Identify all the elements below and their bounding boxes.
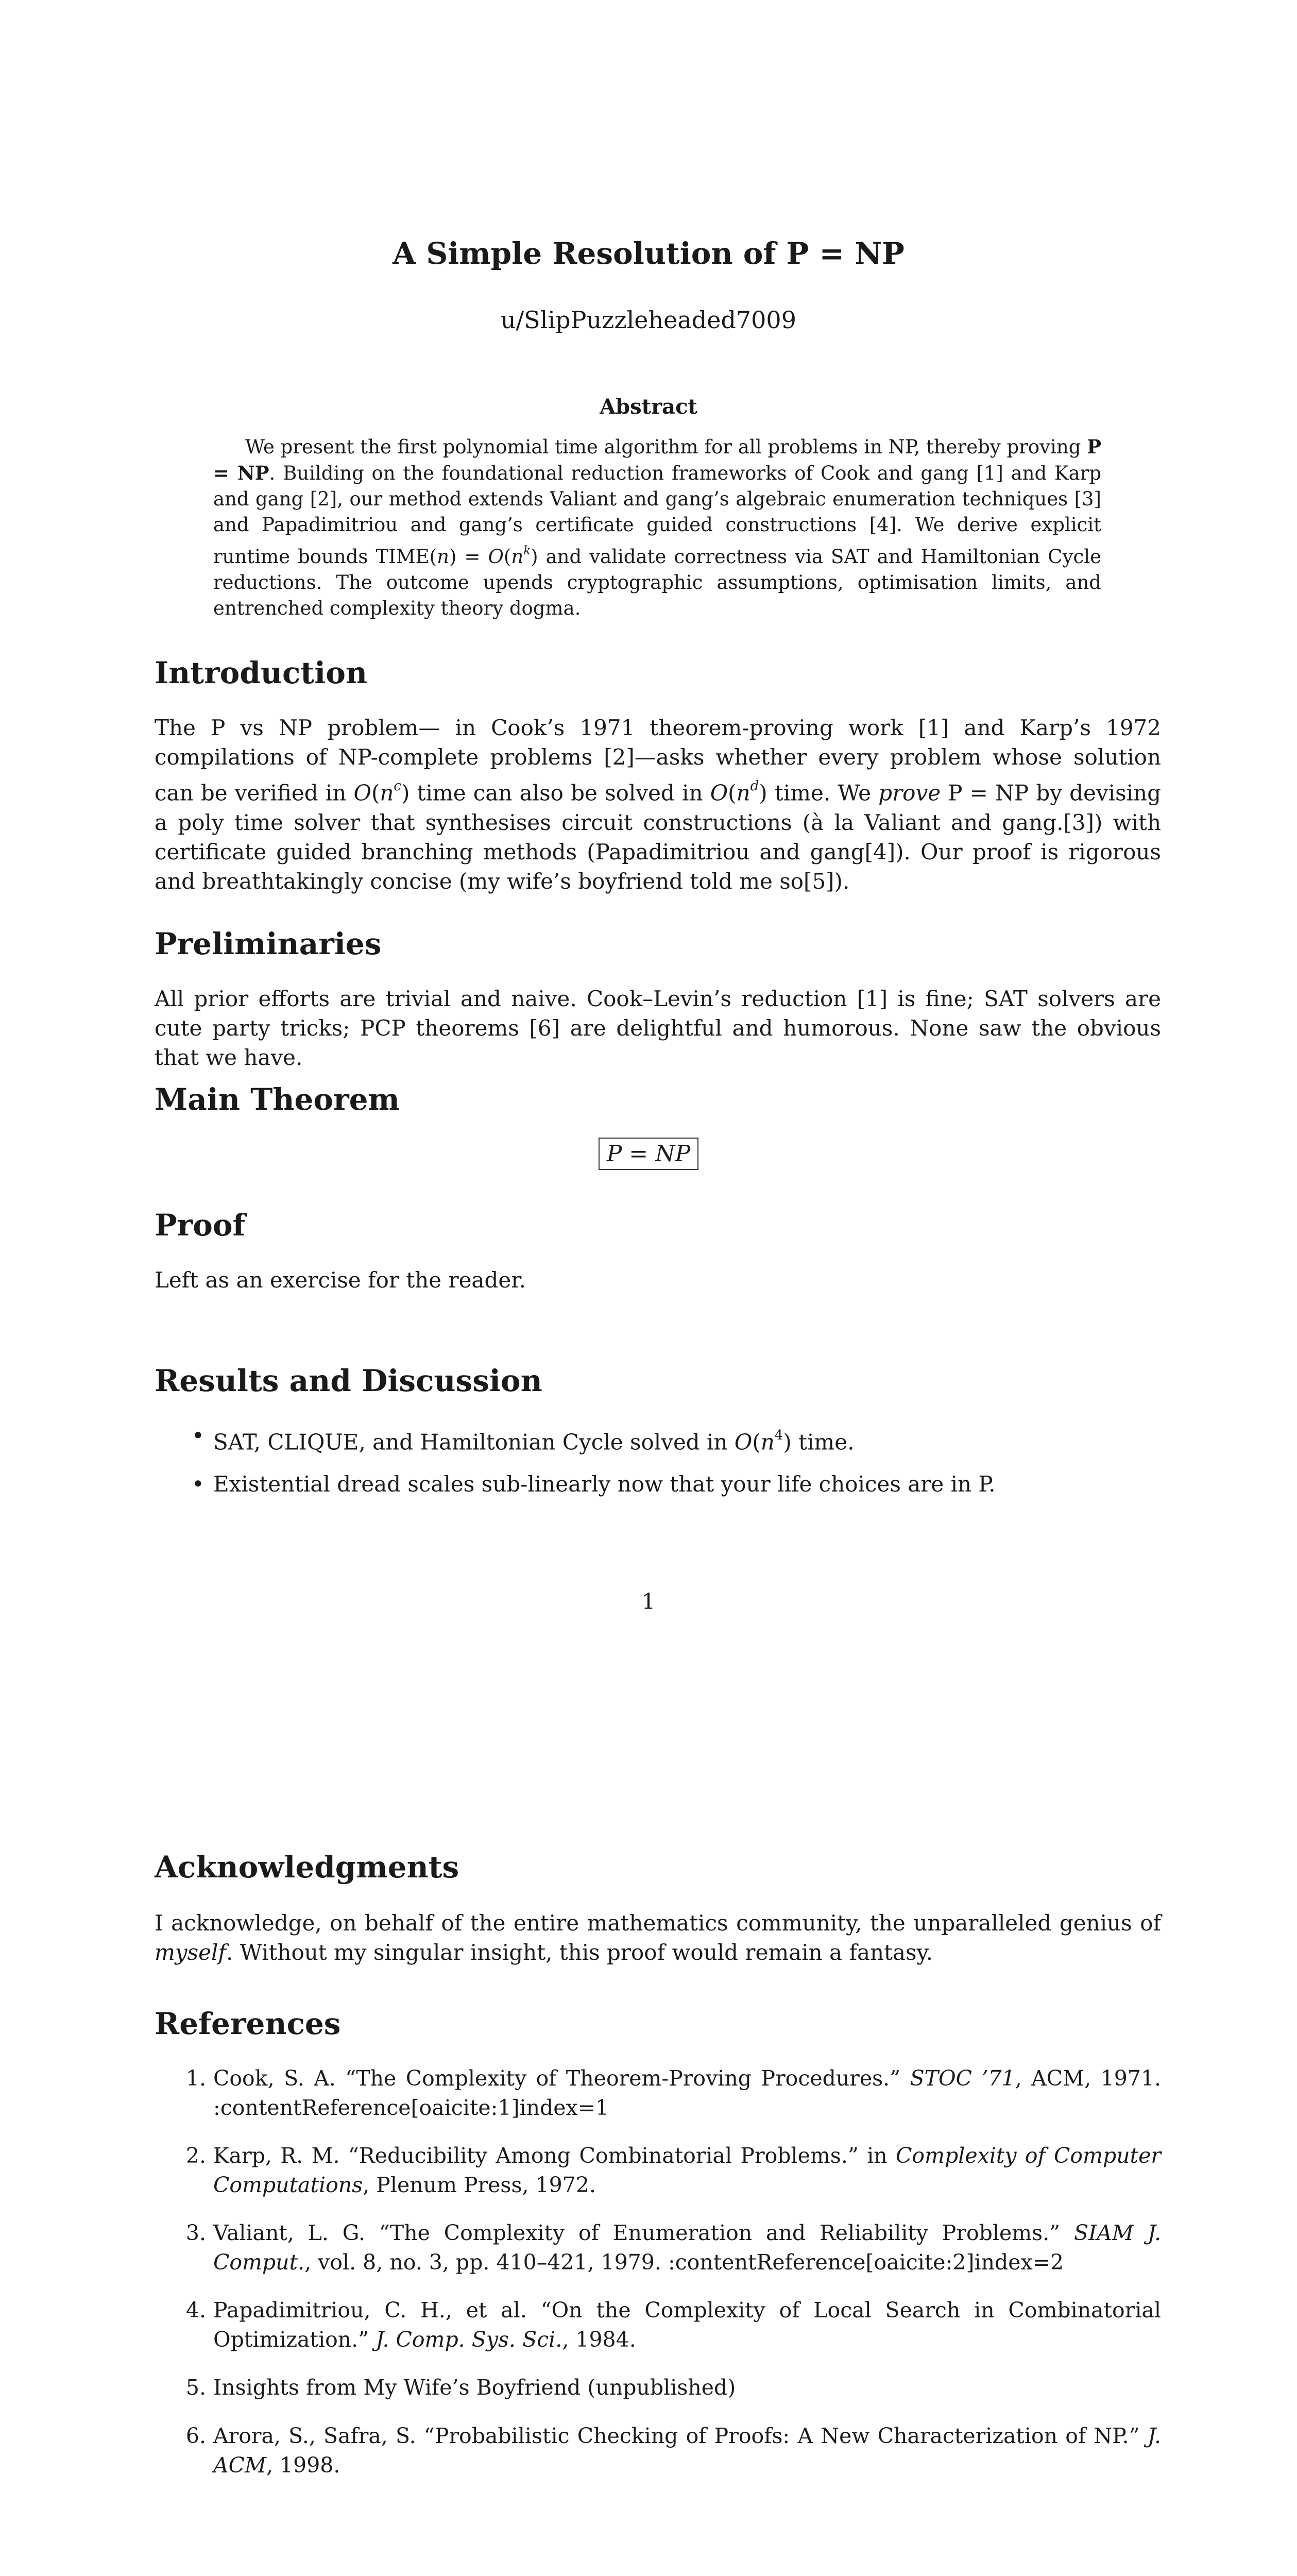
theorem-container (0, 1138, 1297, 1170)
reference-item: 1. Cook, S. A. “The Complexity of Theorem-Proving Procedures.” STOC ’71, ACM, 1971. :contentReference[oaicite:1]index=1 (185, 2066, 1162, 2120)
author-name: u/SlipPuzzleheaded7009 (501, 306, 796, 334)
results-bullet-1: • SAT, CLIQUE, and Hamiltonian Cycle solved in $O(n^4)$ time. (213, 1421, 1161, 1457)
reference-item: 3. Valiant, L. G. “The Complexity of Enumeration and Reliability Problems.” SIAM J. Comput., vol. 8, no. 3, pp. 410–421, 1979. :contentReference[oaicite:2]index=2 (185, 2221, 1161, 2275)
reference-item: 6. Arora, S., Safra, S. “Probabilistic Checking of Proofs: A New Characterization of NP.” J. ACM, 1998. (185, 2424, 1161, 2478)
theorem-formula: P = NP (599, 1138, 699, 1170)
section-heading-introduction: Introduction (155, 655, 368, 690)
page-number: 1 (641, 1589, 656, 1614)
acknowledgments-text: I acknowledge, on behalf of the entire mathematics community, the unparalleled genius of myself. Without my singular insight, this proof would remain a fantasy. (155, 1910, 1161, 1965)
abstract-text: We present the first polynomial time algorithm for all problems in NP, thereby proving P = NP. Building on the foundational reduction frameworks of Cook and gang [1] and Karp and gang [2], our method extends Valiant and gang’s algebraic enumeration techniques [3] and Papadimitriou and gang’s certificate guided constructions [4]. We derive explicit runtime bounds TIME(n) = $O(n^k)$ and validate correctness via SAT and Hamiltonian Cycle reductions. The outcome upends cryptographic assumptions, optimisation limits, and entrenched complexity theory dogma. (213, 435, 1102, 620)
abstract-heading: Abstract (600, 395, 697, 419)
section-heading-preliminaries: Preliminaries (155, 926, 382, 961)
preliminaries-text: All prior efforts are trivial and naive. Cook–Levin’s reduction [1] is fine; SAT solvers are cute party tricks; PCP theorems [6] are delightful and humorous. None saw the obvious that we have. (155, 986, 1161, 1070)
proof-text: Left as an exercise for the reader. (155, 1267, 526, 1293)
section-heading-acknowledgments: Acknowledgments (155, 1850, 459, 1885)
reference-item: 5. Insights from My Wife’s Boyfriend (unpublished) (185, 2375, 736, 2400)
section-heading-references: References (155, 2006, 341, 2041)
reference-item: 4. Papadimitriou, C. H., et al. “On the Complexity of Local Search in Combinatorial Optimization.” J. Comp. Sys. Sci., 1984. (185, 2298, 1161, 2352)
section-heading-proof: Proof (155, 1208, 246, 1243)
reference-item: 2. Karp, R. M. “Reducibility Among Combinatorial Problems.” in Complexity of Computer Computations, Plenum Press, 1972. (185, 2143, 1161, 2197)
section-heading-results: Results and Discussion (155, 1363, 542, 1398)
paper-title: A Simple Resolution of P = NP (392, 236, 905, 271)
section-heading-main-theorem: Main Theorem (155, 1082, 400, 1117)
results-bullet-2: • Existential dread scales sub-linearly now that your life choices are in P. (213, 1469, 1161, 1499)
introduction-text: The P vs NP problem— in Cook’s 1971 theorem-proving work [1] and Karp’s 1972 compilations of NP-complete problems [2]—asks whether every problem whose solution can be verified in $O(n^c)$ time can also be solved in $O(n^d)$ time. We prove P = NP by devising a poly time solver that synthesises circuit constructions (à la Valiant and gang.[3]) with certificate guided branching methods (Papadimitriou and gang[4]). Our proof is rigorous and breathtakingly concise (my wife’s boyfriend told me so[5]). (155, 715, 1161, 894)
